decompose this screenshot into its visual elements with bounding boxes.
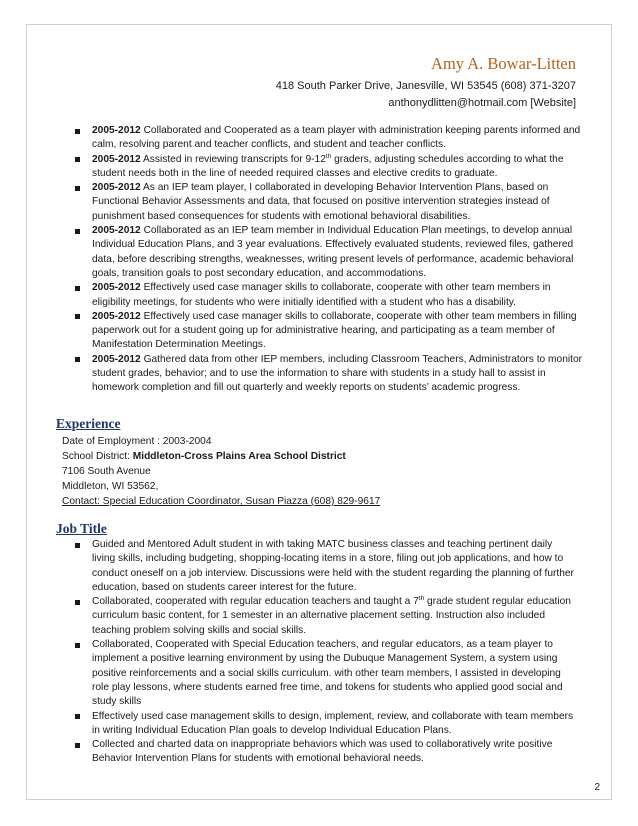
list-item: [72, 181, 582, 224]
item-text: Collected and charted data on inappropriate behaviors which was used to collaboratively write positive Behavior Intervention Plans for students with emotional behavioral needs.: [92, 739, 553, 765]
list-item: [72, 224, 582, 281]
resume-header: [276, 54, 576, 112]
experience-heading: Experience: [56, 416, 121, 431]
item-text: Collaborated, Cooperated with Special Education teachers, and regular educators, as a team player to implement a positive learning environment by using the Dubuque Management System, a system using positive reinforcements and a social skills curriculum. with other team members, I assisted in developing role play lessons, where students earned free time, and tokens for students who applied good social and study skills: [92, 639, 563, 708]
district-label: School District:: [62, 451, 133, 462]
street-address: 7106 South Avenue: [62, 466, 151, 477]
list-item: [72, 124, 582, 153]
item-text: Gathered data from other IEP members, including Classroom Teachers, Administrators to monitor student grades, behavior; and to use the information to share with students in a study hall to assist in homework completion and fill out quarterly and weekly reports on students’ academic progress.: [92, 353, 583, 394]
district-name: Middleton-Cross Plains Area School District: [132, 451, 346, 462]
superscript: th: [418, 595, 425, 603]
job-title-heading: Job Title: [56, 521, 107, 536]
item-text: Guided and Mentored Adult student in with taking MATC business classes and teaching pertinent daily living skills, including budgeting, shopping-locating items in a store, filing out job applications, and how to conduct oneself on a job interview. Discussions were held with the student regarding the planning of further education, based on students career interest for the future.: [92, 539, 574, 593]
year-range: 2005-2012: [92, 353, 141, 365]
responsibilities-list: [72, 124, 582, 396]
contact-line: Contact: Special Education Coordinator, Susan Piazza (608) 829-9617: [62, 496, 381, 507]
list-item: [72, 538, 578, 595]
candidate-name: Amy A. Bowar-Litten: [431, 54, 576, 73]
year-range: 2005-2012: [92, 225, 141, 237]
list-item: [72, 595, 578, 638]
item-text: Effectively used case management skills to design, implement, review, and collaborate with team members in writing Individual Education Plan goals to develop Individual Education Plans.: [92, 710, 574, 736]
year-range: 2005-2012: [92, 310, 141, 322]
item-text: graders, adjusting schedules according to what the student needs both in the line of needed required classes and elective credits to graduate.: [92, 153, 564, 179]
city-line: Middleton, WI 53562,: [62, 481, 159, 492]
list-item: [72, 153, 582, 182]
experience-details: [62, 434, 380, 509]
year-range: 2005-2012: [92, 182, 141, 194]
item-text: As an IEP team player, I collaborated in developing Behavior Intervention Plans, based on Functional Behavior Assessments and data, that focused on positive intervention strategies instead of punishment based consequences for students with emotional behavioral disabilities.: [92, 182, 550, 222]
list-item: [72, 310, 582, 353]
item-text: Effectively used case manager skills to collaborate, cooperate with other team members in eligibility meetings, for students who were initially identified with a student who has a disability.: [92, 282, 551, 308]
item-text: Collaborated, cooperated with regular education teachers and taught a 7: [92, 596, 419, 608]
item-text: grade student regular education curriculum basic content, for 1 semester in an alternative placement setting. Instruction also included teaching problem solving skills and social skills.: [92, 596, 571, 636]
page-number: 2: [594, 782, 600, 793]
year-range: 2005-2012: [92, 153, 141, 165]
list-item: [72, 638, 578, 709]
year-range: 2005-2012: [92, 282, 141, 294]
list-item: [72, 710, 578, 739]
list-item: [72, 281, 582, 310]
list-item: [72, 353, 582, 396]
year-range: 2005-2012: [92, 125, 141, 136]
item-text: Collaborated and Cooperated as a team player with administration keeping parents informed and calm, resolving parent and teacher conflicts, and student and teacher conflicts.: [92, 125, 581, 151]
employment-date: Date of Employment : 2003-2004: [62, 436, 212, 447]
address-line: 418 South Parker Drive, Janesville, WI 53545 (608) 371-3207: [275, 80, 576, 92]
item-text: Effectively used case manager skills to collaborate, cooperate with other team members in filling paperwork out for a student going up for administrative hearing, and participating as a team member of Manifestation Determination Meetings.: [92, 310, 577, 351]
school-district-line: [62, 449, 380, 464]
job-duties-list: [72, 538, 578, 767]
item-text: Collaborated as an IEP team member in Individual Education Plan meetings, to develop annual Individual Education Plans, and 3 year evaluations. Effectively evaluated students, reviewed files, gathered data, before describing strengths, weaknesses, writing present levels of performance, academic behavioral goals, transition goals to post secondary education, and accommodations.: [92, 225, 574, 279]
item-text: Assisted in reviewing transcripts for 9-12: [140, 153, 326, 165]
superscript: th: [325, 152, 332, 160]
email-line: anthonydlitten@hotmail.com [Website]: [388, 97, 576, 109]
list-item: [72, 738, 578, 767]
